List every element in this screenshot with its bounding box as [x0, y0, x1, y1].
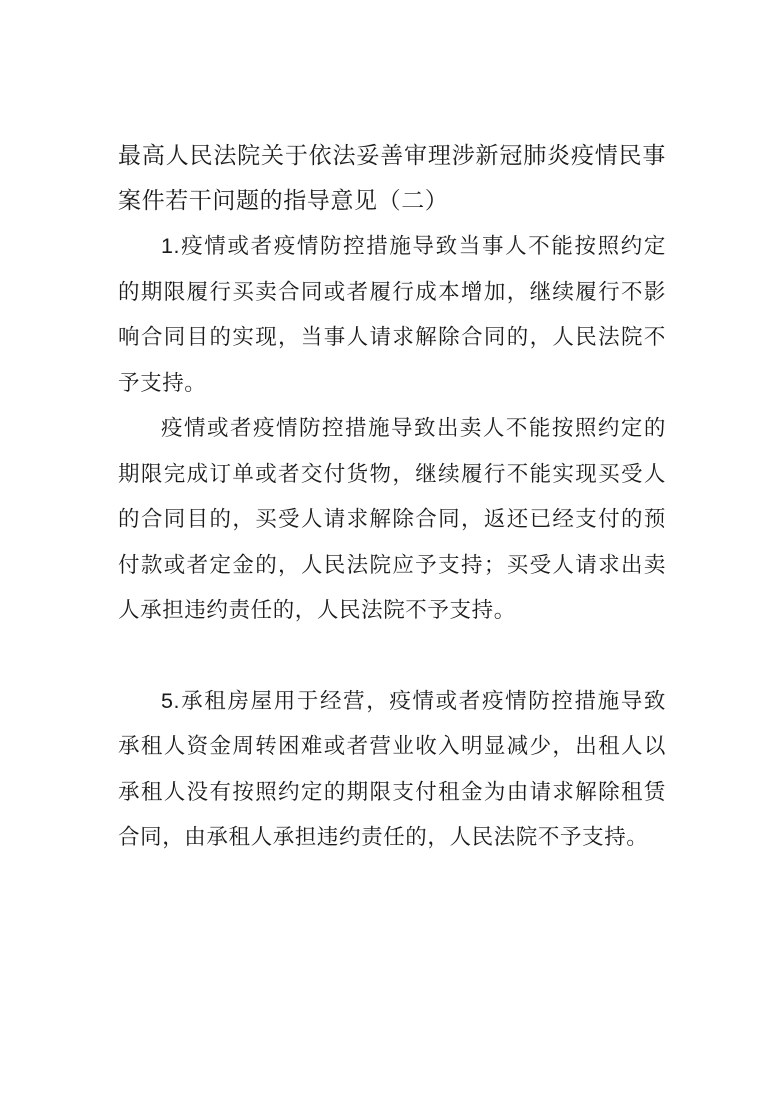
document-content	[118, 134, 666, 861]
article-number: 1.	[161, 234, 181, 258]
document-title: 最高人民法院关于依法妥善审理涉新冠肺炎疫情民事案件若干问题的指导意见（二）	[118, 143, 666, 214]
paragraph-text: 疫情或者疫情防控措施导致出卖人不能按照约定的期限完成订单或者交付货物，继续履行不能实现买受人的合同目的，买受人请求解除合同，返还已经支付的预付款或者定金的，人民法院应予支持；买受人请求出卖人承担违约责任的，人民法院不予支持。	[118, 416, 666, 623]
paragraph-article-5	[118, 679, 666, 861]
paragraph-text: 疫情或者疫情防控措施导致当事人不能按照约定的期限履行买卖合同或者履行成本增加，继续履行不影响合同目的实现，当事人请求解除合同的，人民法院不予支持。	[118, 234, 666, 396]
article-number: 5.	[161, 688, 181, 713]
paragraph-text: 承租房屋用于经营，疫情或者疫情防控措施导致承租人资金周转困难或者营业收入明显减少，出租人以承租人没有按照约定的期限支付租金为由请求解除租赁合同，由承租人承担违约责任的，人民法院不予支持。	[118, 688, 666, 850]
paragraph-article-1	[118, 224, 666, 406]
paragraph-article-1-continued	[118, 406, 666, 634]
